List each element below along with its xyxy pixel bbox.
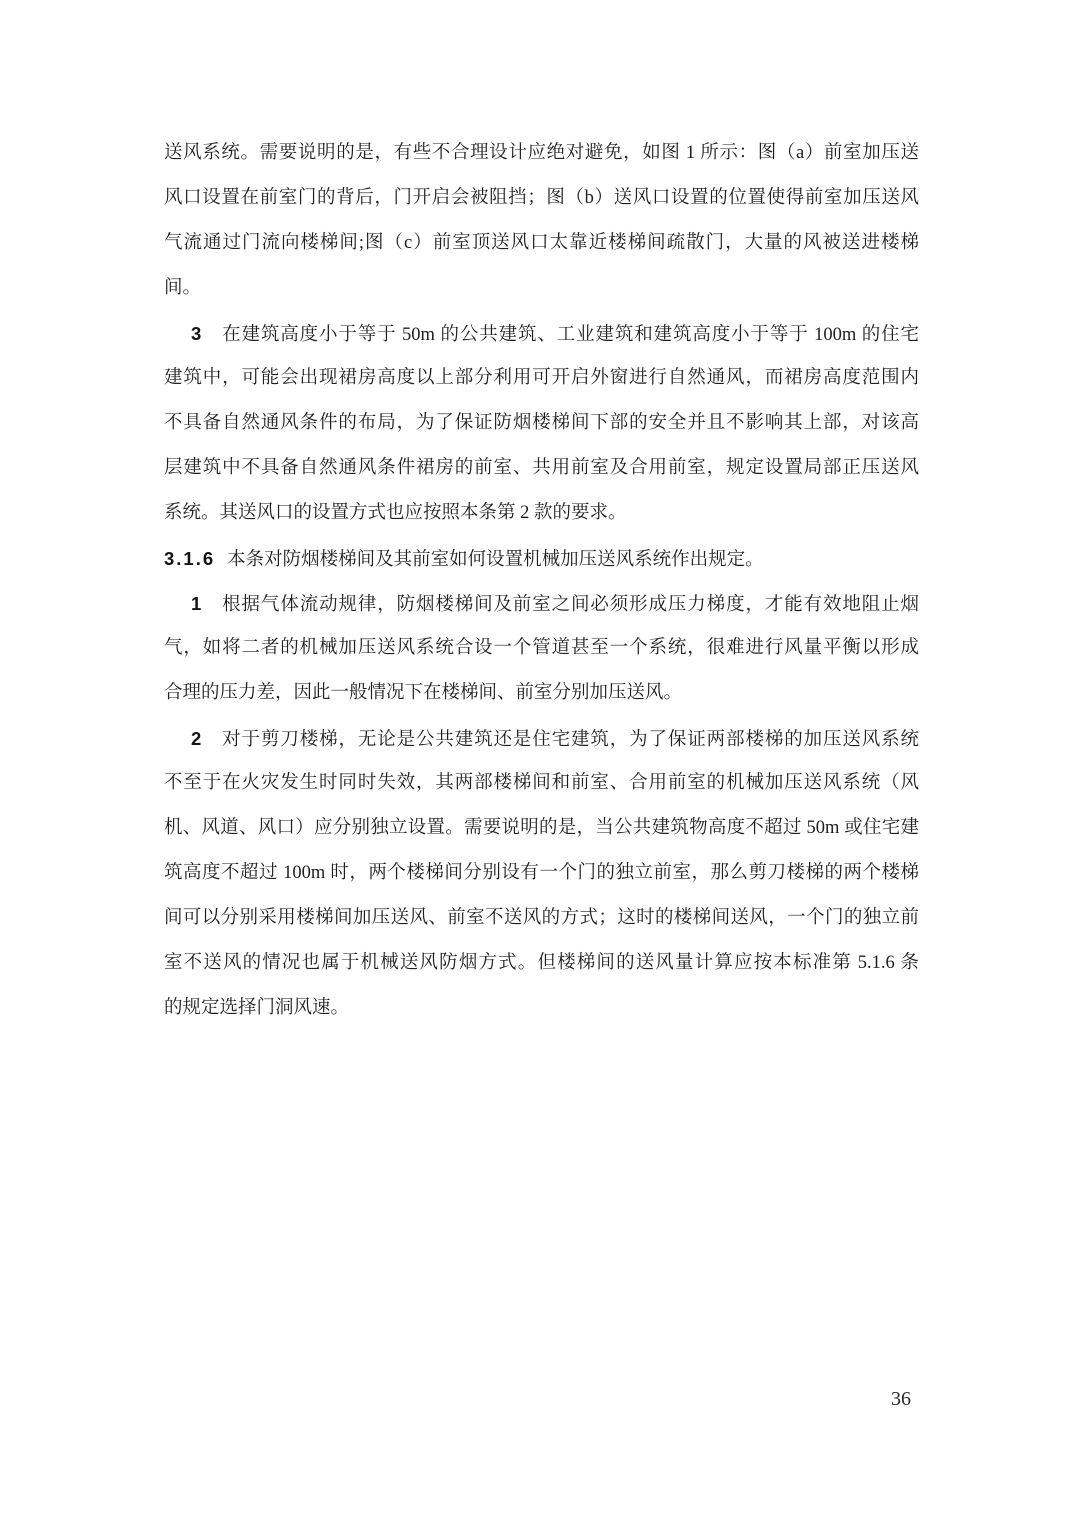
text-line: 2 对于剪刀楼梯，无论是公共建筑还是住宅建筑，为了保证两部楼梯的加压送风系统 bbox=[191, 728, 919, 750]
text-line: 不至于在火灾发生时同时失效，其两部楼梯间和前室、合用前室的机械加压送风系统（风 bbox=[164, 773, 919, 793]
text-line: 3 在建筑高度小于等于 50m 的公共建筑、工业建筑和建筑高度小于等于 100m 的住宅 bbox=[191, 323, 919, 345]
document-body bbox=[164, 131, 919, 1031]
text-line: 3.1.6 本条对防烟楼梯间及其前室如何设置机械加压送风系统作出规定。 bbox=[164, 548, 764, 570]
text-line: 1 根据气体流动规律，防烟楼梯间及前室之间必须形成压力梯度，才能有效地阻止烟 bbox=[191, 593, 919, 615]
text-line: 间。 bbox=[164, 278, 202, 298]
clause-number: 2 bbox=[191, 728, 202, 749]
text-line: 的规定选择门洞风速。 bbox=[164, 998, 350, 1018]
paragraph bbox=[164, 581, 919, 716]
text-line: 机、风道、风口）应分别独立设置。需要说明的是，当公共建筑物高度不超过 50m 或住宅建 bbox=[164, 818, 919, 838]
text-line: 气流通过门流向楼梯间;图（c）前室顶送风口太靠近楼梯间疏散门，大量的风被送进楼梯 bbox=[164, 233, 919, 253]
text-line: 送风系统。需要说明的是，有些不合理设计应绝对避免，如图 1 所示：图（a）前室加压送 bbox=[164, 143, 919, 163]
clause-number: 3 bbox=[191, 323, 202, 344]
text-line: 层建筑中不具备自然通风条件裙房的前室、共用前室及合用前室，规定设置局部正压送风 bbox=[164, 458, 919, 478]
paragraph bbox=[164, 311, 919, 536]
text-line: 建筑中，可能会出现裙房高度以上部分利用可开启外窗进行自然通风，而裙房高度范围内 bbox=[164, 368, 919, 388]
page-number: 36 bbox=[891, 1388, 911, 1410]
text-line: 筑高度不超过 100m 时，两个楼梯间分别设有一个门的独立前室，那么剪刀楼梯的两个楼梯 bbox=[164, 863, 919, 883]
text-line: 不具备自然通风条件的布局，为了保证防烟楼梯间下部的安全并且不影响其上部，对该高 bbox=[164, 413, 919, 433]
text-line: 气，如将二者的机械加压送风系统合设一个管道甚至一个系统，很难进行风量平衡以形成 bbox=[164, 638, 919, 658]
text-line: 系统。其送风口的设置方式也应按照本条第 2 款的要求。 bbox=[164, 503, 627, 523]
text-line: 间可以分别采用楼梯间加压送风、前室不送风的方式；这时的楼梯间送风，一个门的独立前 bbox=[164, 908, 919, 928]
paragraph bbox=[164, 536, 919, 581]
clause-number: 3.1.6 bbox=[164, 548, 216, 569]
text-line: 风口设置在前室门的背后，门开启会被阻挡；图（b）送风口设置的位置使得前室加压送风 bbox=[164, 188, 919, 208]
clause-number: 1 bbox=[191, 593, 202, 614]
text-line: 室不送风的情况也属于机械送风防烟方式。但楼梯间的送风量计算应按本标准第 5.1.6 条 bbox=[164, 953, 919, 973]
paragraph bbox=[164, 716, 919, 1031]
paragraph bbox=[164, 131, 919, 311]
text-line: 合理的压力差，因此一般情况下在楼梯间、前室分别加压送风。 bbox=[164, 683, 683, 703]
